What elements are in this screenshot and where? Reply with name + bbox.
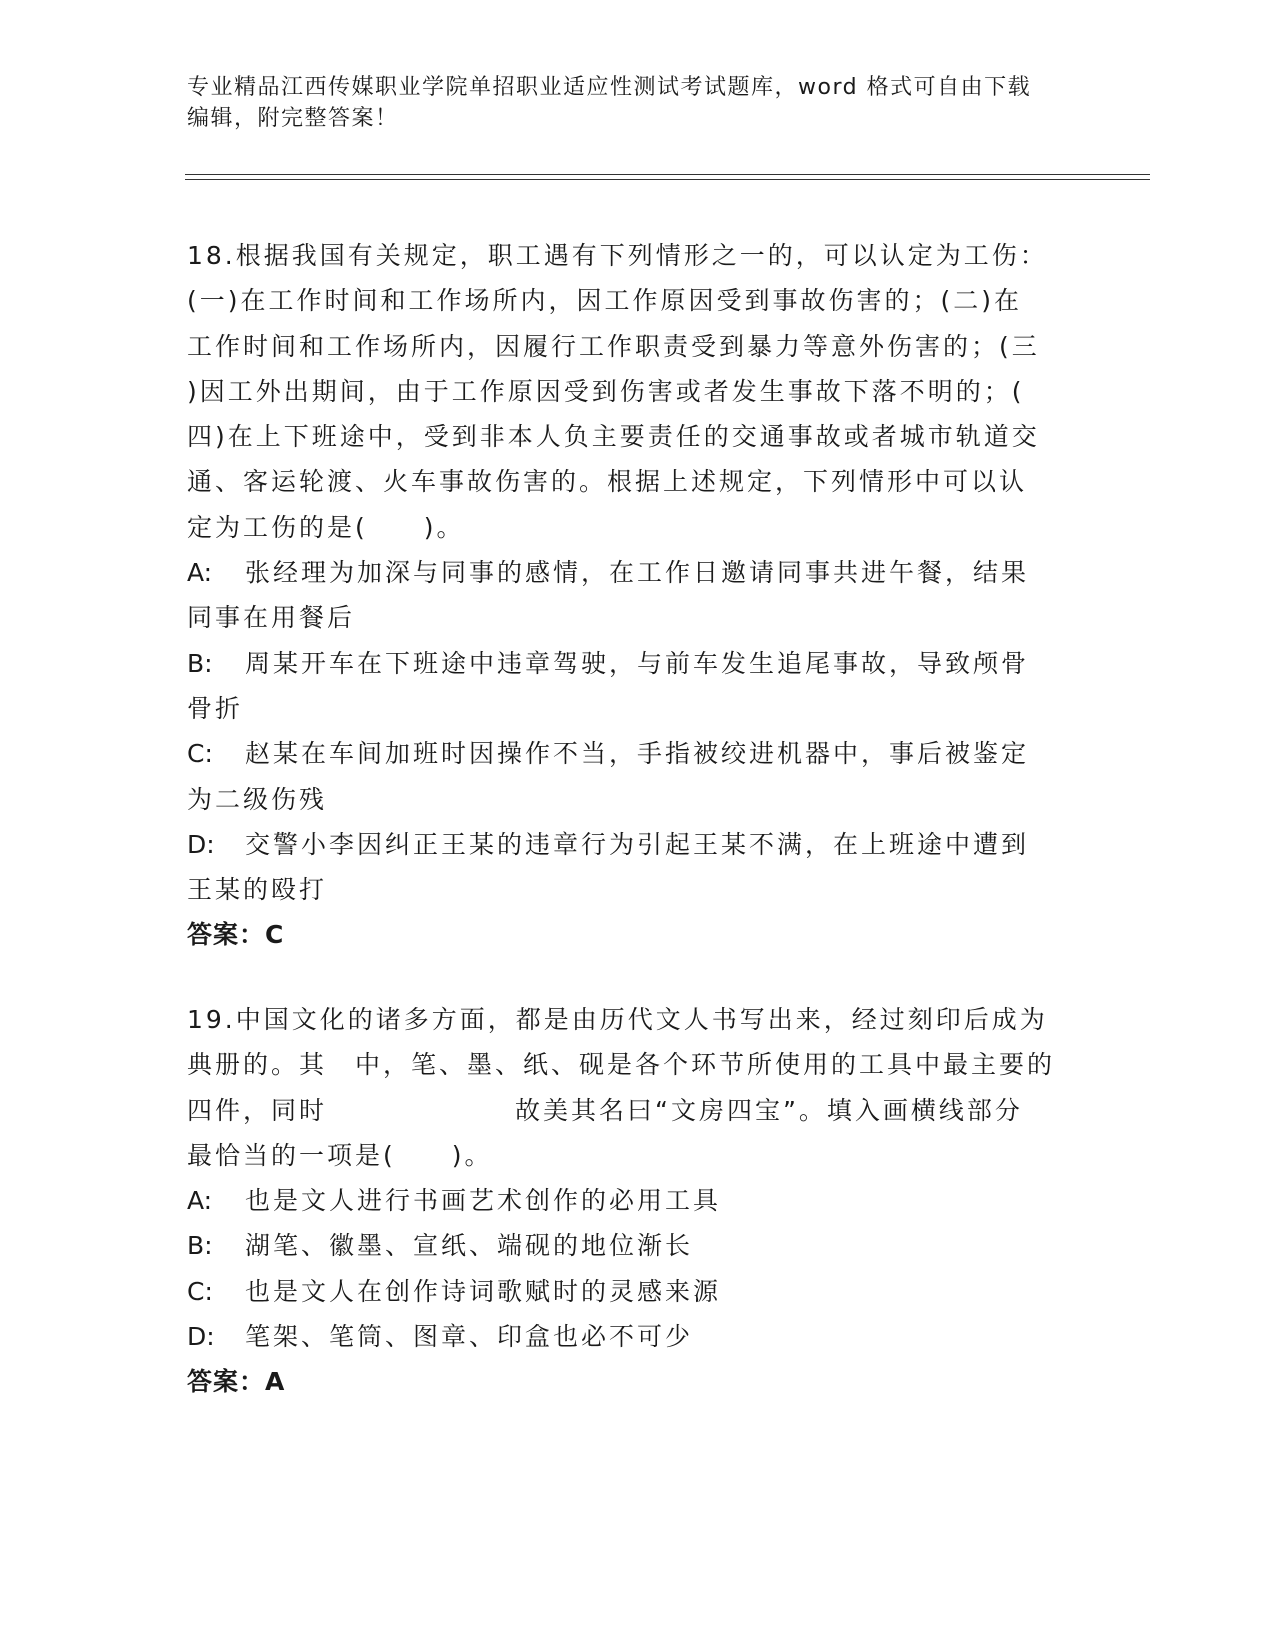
question-stem-line: )因工外出期间，由于工作原因受到伤害或者发生事故下落不明的；( <box>187 376 1025 406</box>
question-stem-fragment: 故美其名曰“文房四宝”。填入画横线部分 <box>515 1095 1023 1125</box>
option-letter: B: <box>187 1231 213 1261</box>
option-a <box>187 550 1077 641</box>
option-text: 赵某在车间加班时因操作不当，手指被绞进机器中，事后被鉴定 <box>245 739 1030 769</box>
option-text-continued: 为二级伤残 <box>187 784 328 814</box>
option-c <box>187 731 1077 822</box>
option-c <box>187 1269 1077 1314</box>
option-letter: C: <box>187 1276 213 1306</box>
option-text-continued: 同事在用餐后 <box>187 603 356 633</box>
header-divider <box>185 174 1150 180</box>
question-19 <box>187 997 1077 1405</box>
question-stem-line: 18.根据我国有关规定，职工遇有下列情形之一的，可以认定为工伤： <box>187 241 1048 270</box>
option-letter: C: <box>187 739 213 769</box>
answer-label: 答案：A <box>187 1367 286 1397</box>
question-stem-line: 定为工伤的是( )。 <box>187 512 465 542</box>
page-header <box>187 72 1087 134</box>
option-letter: B: <box>187 648 213 678</box>
header-line-2: 编辑，附完整答案！ <box>187 106 399 131</box>
option-text: 张经理为加深与同事的感情，在工作日邀请同事共进午餐，结果 <box>245 558 1030 588</box>
question-stem-line: 四)在上下班途中，受到非本人负主要责任的交通事故或者城市轨道交 <box>187 422 1040 452</box>
header-line-1: 专业精品江西传媒职业学院单招职业适应性测试考试题库，word 格式可自由下载 <box>187 75 1032 100</box>
option-text: 交警小李因纠正王某的违章行为引起王某不满，在上班途中遭到 <box>245 829 1030 859</box>
question-stem-line: 工作时间和工作场所内，因履行工作职责受到暴力等意外伤害的；(三 <box>187 331 1040 361</box>
answer-label: 答案：C <box>187 920 285 950</box>
option-text: 湖笔、徽墨、宣纸、端砚的地位渐长 <box>245 1231 694 1261</box>
option-text-continued: 骨折 <box>187 693 244 723</box>
option-text: 也是文人进行书画艺术创作的必用工具 <box>245 1186 722 1216</box>
question-stem-line: 典册的。其 中，笔、墨、纸、砚是各个环节所使用的工具中最主要的 <box>187 1050 1056 1080</box>
option-text: 笔架、笔筒、图章、印盒也必不可少 <box>245 1322 694 1352</box>
question-stem-line: 通、客运轮渡、火车事故伤害的。根据上述规定，下列情形中可以认 <box>187 467 1028 497</box>
option-letter: D: <box>187 829 215 859</box>
question-stem-line: (一)在工作时间和工作场所内，因工作原因受到事故伤害的；(二)在 <box>187 286 1023 316</box>
question-stem-line: 最恰当的一项是( )。 <box>187 1140 493 1170</box>
option-letter: A: <box>187 1186 213 1216</box>
option-a <box>187 1178 1077 1223</box>
option-letter: D: <box>187 1322 215 1352</box>
question-stem-line: 19.中国文化的诸多方面，都是由历代文人书写出来，经过刻印后成为 <box>187 1005 1048 1034</box>
option-b <box>187 1223 1077 1268</box>
question-stem-fragment: 四件，同时 <box>187 1095 328 1125</box>
option-b <box>187 641 1077 732</box>
option-d <box>187 822 1077 913</box>
option-letter: A: <box>187 558 213 588</box>
option-d <box>187 1314 1077 1359</box>
option-text: 也是文人在创作诗词歌赋时的灵感来源 <box>245 1276 722 1306</box>
option-text: 周某开车在下班途中违章驾驶，与前车发生追尾事故，导致颅骨 <box>245 648 1030 678</box>
question-18 <box>187 233 1077 958</box>
option-text-continued: 王某的殴打 <box>187 875 328 905</box>
